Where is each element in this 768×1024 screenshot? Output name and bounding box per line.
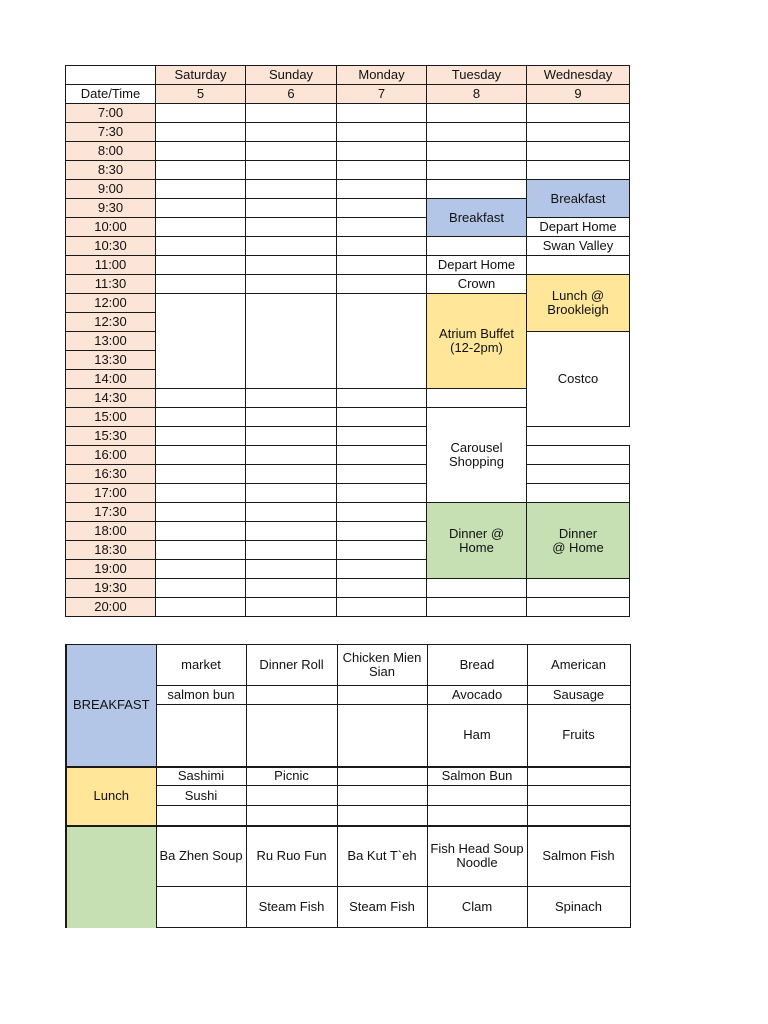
event-wed-lunch[interactable]: Lunch @ Brookleigh bbox=[527, 275, 630, 332]
slot-cell[interactable] bbox=[337, 389, 427, 408]
day-header: Saturday bbox=[156, 66, 246, 85]
event-tue-crown[interactable]: Crown bbox=[427, 275, 527, 294]
day-date: 8 bbox=[427, 85, 527, 104]
slot-cell[interactable] bbox=[246, 408, 337, 427]
slot-cell[interactable] bbox=[337, 446, 427, 465]
slot-cell[interactable] bbox=[527, 161, 630, 180]
slot-cell[interactable] bbox=[156, 427, 246, 446]
slot-cell[interactable] bbox=[337, 465, 427, 484]
meal-item[interactable] bbox=[337, 686, 427, 705]
slot-cell[interactable] bbox=[427, 104, 527, 123]
meal-item[interactable]: Sausage bbox=[527, 686, 630, 705]
day-date: 6 bbox=[246, 85, 337, 104]
slot-cell[interactable] bbox=[527, 256, 630, 275]
event-wed-costco[interactable]: Costco bbox=[527, 332, 630, 427]
slot-cell[interactable] bbox=[156, 541, 246, 560]
slot-cell[interactable] bbox=[337, 237, 427, 256]
slot-cell[interactable] bbox=[337, 579, 427, 598]
meal-item[interactable]: Steam Fish bbox=[337, 887, 427, 928]
time-label: 19:00 bbox=[66, 560, 156, 579]
slot-cell[interactable] bbox=[246, 180, 337, 199]
time-label: 20:00 bbox=[66, 598, 156, 617]
slot-cell[interactable] bbox=[246, 598, 337, 617]
slot-cell[interactable] bbox=[427, 237, 527, 256]
slot-cell[interactable] bbox=[527, 465, 630, 484]
slot-cell[interactable] bbox=[246, 161, 337, 180]
slot-cell[interactable] bbox=[337, 408, 427, 427]
meal-item[interactable]: Bread bbox=[427, 645, 527, 686]
meal-item[interactable] bbox=[337, 767, 427, 786]
slot-cell[interactable] bbox=[246, 579, 337, 598]
meal-item[interactable]: Steam Fish bbox=[246, 887, 337, 928]
slot-cell[interactable] bbox=[156, 484, 246, 503]
corner-blank bbox=[66, 66, 156, 85]
event-wed-swan-valley[interactable]: Swan Valley bbox=[527, 237, 630, 256]
time-label: 15:00 bbox=[66, 408, 156, 427]
meal-item[interactable]: salmon bun bbox=[156, 686, 246, 705]
time-label: 16:30 bbox=[66, 465, 156, 484]
slot-cell[interactable] bbox=[246, 142, 337, 161]
meal-item[interactable] bbox=[156, 887, 246, 928]
slot-cell[interactable] bbox=[337, 218, 427, 237]
slot-cell[interactable] bbox=[246, 503, 337, 522]
slot-cell[interactable] bbox=[246, 560, 337, 579]
slot-cell[interactable] bbox=[156, 579, 246, 598]
meal-item[interactable] bbox=[246, 686, 337, 705]
slot-cell[interactable] bbox=[156, 389, 246, 408]
slot-cell[interactable] bbox=[246, 275, 337, 294]
slot-cell[interactable] bbox=[156, 218, 246, 237]
slot-cell[interactable] bbox=[337, 503, 427, 522]
slot-cell[interactable] bbox=[337, 522, 427, 541]
time-label: 9:30 bbox=[66, 199, 156, 218]
event-tue-atrium-buffet[interactable]: Atrium Buffet (12-2pm) bbox=[427, 294, 527, 389]
time-label: 10:30 bbox=[66, 237, 156, 256]
meal-item[interactable] bbox=[527, 786, 630, 806]
meal-item[interactable] bbox=[246, 806, 337, 826]
event-wed-depart[interactable]: Depart Home bbox=[527, 218, 630, 237]
slot-cell[interactable] bbox=[337, 275, 427, 294]
meal-item[interactable] bbox=[246, 786, 337, 806]
time-label: 14:30 bbox=[66, 389, 156, 408]
slot-cell[interactable] bbox=[246, 256, 337, 275]
slot-cell[interactable] bbox=[246, 237, 337, 256]
slot-cell[interactable] bbox=[156, 123, 246, 142]
slot-cell[interactable] bbox=[156, 503, 246, 522]
day-header: Tuesday bbox=[427, 66, 527, 85]
time-label: 13:30 bbox=[66, 351, 156, 370]
slot-cell[interactable] bbox=[156, 237, 246, 256]
slot-cell[interactable] bbox=[427, 389, 527, 408]
meal-item[interactable]: Fruits bbox=[527, 705, 630, 767]
slot-cell[interactable] bbox=[156, 142, 246, 161]
date-time-label: Date/Time bbox=[66, 85, 156, 104]
slot-cell[interactable] bbox=[527, 579, 630, 598]
meal-item[interactable] bbox=[427, 786, 527, 806]
slot-cell[interactable] bbox=[156, 104, 246, 123]
slot-cell[interactable] bbox=[156, 408, 246, 427]
day-date: 9 bbox=[527, 85, 630, 104]
slot-cell[interactable] bbox=[246, 294, 337, 389]
meal-item[interactable] bbox=[156, 705, 246, 767]
time-label: 7:30 bbox=[66, 123, 156, 142]
slot-cell[interactable] bbox=[337, 484, 427, 503]
event-wed-dinner[interactable]: Dinner @ Home bbox=[527, 503, 630, 579]
slot-cell[interactable] bbox=[156, 256, 246, 275]
time-label: 17:30 bbox=[66, 503, 156, 522]
slot-cell[interactable] bbox=[337, 541, 427, 560]
meal-item[interactable]: Ham bbox=[427, 705, 527, 767]
slot-cell[interactable] bbox=[246, 522, 337, 541]
meal-item[interactable]: Sashimi bbox=[156, 767, 246, 786]
breakfast-category: BREAKFAST bbox=[66, 645, 156, 767]
slot-cell[interactable] bbox=[337, 142, 427, 161]
meal-item[interactable]: Spinach bbox=[527, 887, 630, 928]
slot-cell[interactable] bbox=[246, 427, 337, 446]
slot-cell[interactable] bbox=[337, 598, 427, 617]
slot-cell[interactable] bbox=[427, 579, 527, 598]
schedule-table bbox=[65, 65, 630, 617]
slot-cell[interactable] bbox=[156, 465, 246, 484]
slot-cell[interactable] bbox=[156, 560, 246, 579]
slot-cell[interactable] bbox=[246, 465, 337, 484]
time-label: 15:30 bbox=[66, 427, 156, 446]
meal-item[interactable]: Picnic bbox=[246, 767, 337, 786]
meal-item[interactable]: Fish Head Soup Noodle bbox=[427, 826, 527, 887]
time-label: 8:00 bbox=[66, 142, 156, 161]
slot-cell[interactable] bbox=[156, 199, 246, 218]
meal-item[interactable] bbox=[337, 705, 427, 767]
slot-cell[interactable] bbox=[156, 275, 246, 294]
meal-item[interactable] bbox=[156, 806, 246, 826]
slot-cell[interactable] bbox=[527, 484, 630, 503]
time-label: 19:30 bbox=[66, 579, 156, 598]
slot-cell[interactable] bbox=[246, 104, 337, 123]
meal-item[interactable]: Ru Ruo Fun bbox=[246, 826, 337, 887]
meal-item[interactable] bbox=[527, 806, 630, 826]
meal-item[interactable]: Ba Zhen Soup bbox=[156, 826, 246, 887]
day-header: Sunday bbox=[246, 66, 337, 85]
meal-item[interactable] bbox=[337, 786, 427, 806]
slot-cell[interactable] bbox=[246, 541, 337, 560]
slot-cell[interactable] bbox=[337, 199, 427, 218]
slot-cell[interactable] bbox=[246, 123, 337, 142]
slot-cell[interactable] bbox=[156, 294, 246, 389]
meal-item[interactable]: market bbox=[156, 645, 246, 686]
slot-cell[interactable] bbox=[427, 598, 527, 617]
meal-item[interactable]: American bbox=[527, 645, 630, 686]
event-wed-breakfast[interactable]: Breakfast bbox=[527, 180, 630, 218]
slot-cell[interactable] bbox=[156, 161, 246, 180]
meal-item[interactable]: Avocado bbox=[427, 686, 527, 705]
meal-item[interactable] bbox=[246, 705, 337, 767]
slot-cell[interactable] bbox=[527, 427, 630, 446]
slot-cell[interactable] bbox=[246, 218, 337, 237]
event-tue-depart[interactable]: Depart Home bbox=[427, 256, 527, 275]
slot-cell[interactable] bbox=[246, 199, 337, 218]
meal-plan-table bbox=[65, 644, 631, 928]
event-tue-carousel-shopping[interactable]: Carousel Shopping bbox=[427, 408, 527, 503]
meal-item[interactable]: Salmon Bun bbox=[427, 767, 527, 786]
slot-cell[interactable] bbox=[527, 123, 630, 142]
dinner-category bbox=[66, 826, 156, 928]
slot-cell[interactable] bbox=[156, 522, 246, 541]
meal-item[interactable]: Clam bbox=[427, 887, 527, 928]
meal-item[interactable] bbox=[427, 806, 527, 826]
slot-cell[interactable] bbox=[527, 142, 630, 161]
time-label: 7:00 bbox=[66, 104, 156, 123]
time-label: 18:30 bbox=[66, 541, 156, 560]
slot-cell[interactable] bbox=[337, 180, 427, 199]
slot-cell[interactable] bbox=[337, 161, 427, 180]
time-label: 12:00 bbox=[66, 294, 156, 313]
time-label: 10:00 bbox=[66, 218, 156, 237]
lunch-category: Lunch bbox=[66, 767, 156, 826]
meal-item[interactable] bbox=[527, 767, 630, 786]
time-label: 18:00 bbox=[66, 522, 156, 541]
slot-cell[interactable] bbox=[337, 560, 427, 579]
slot-cell[interactable] bbox=[427, 142, 527, 161]
meal-item[interactable] bbox=[337, 806, 427, 826]
meal-item[interactable]: Salmon Fish bbox=[527, 826, 630, 887]
slot-cell[interactable] bbox=[246, 389, 337, 408]
time-label: 17:00 bbox=[66, 484, 156, 503]
slot-cell[interactable] bbox=[246, 446, 337, 465]
day-header: Wednesday bbox=[527, 66, 630, 85]
meal-item[interactable]: Chicken Mien Sian bbox=[337, 645, 427, 686]
time-label: 9:00 bbox=[66, 180, 156, 199]
meal-item[interactable]: Dinner Roll bbox=[246, 645, 337, 686]
time-label: 12:30 bbox=[66, 313, 156, 332]
slot-cell[interactable] bbox=[337, 294, 427, 389]
slot-cell[interactable] bbox=[427, 180, 527, 199]
slot-cell[interactable] bbox=[337, 427, 427, 446]
slot-cell[interactable] bbox=[337, 256, 427, 275]
slot-cell[interactable] bbox=[337, 104, 427, 123]
time-label: 11:30 bbox=[66, 275, 156, 294]
slot-cell[interactable] bbox=[156, 598, 246, 617]
slot-cell[interactable] bbox=[527, 598, 630, 617]
day-date: 5 bbox=[156, 85, 246, 104]
event-tue-breakfast[interactable]: Breakfast bbox=[427, 199, 527, 237]
day-header: Monday bbox=[337, 66, 427, 85]
time-label: 13:00 bbox=[66, 332, 156, 351]
time-label: 16:00 bbox=[66, 446, 156, 465]
time-label: 14:00 bbox=[66, 370, 156, 389]
time-label: 8:30 bbox=[66, 161, 156, 180]
meal-item[interactable]: Ba Kut T`eh bbox=[337, 826, 427, 887]
time-label: 11:00 bbox=[66, 256, 156, 275]
event-tue-dinner[interactable]: Dinner @ Home bbox=[427, 503, 527, 579]
slot-cell[interactable] bbox=[427, 123, 527, 142]
slot-cell[interactable] bbox=[156, 180, 246, 199]
slot-cell[interactable] bbox=[246, 484, 337, 503]
slot-cell[interactable] bbox=[527, 446, 630, 465]
slot-cell[interactable] bbox=[337, 123, 427, 142]
slot-cell[interactable] bbox=[427, 161, 527, 180]
slot-cell[interactable] bbox=[527, 104, 630, 123]
slot-cell[interactable] bbox=[156, 446, 246, 465]
day-date: 7 bbox=[337, 85, 427, 104]
meal-item[interactable]: Sushi bbox=[156, 786, 246, 806]
